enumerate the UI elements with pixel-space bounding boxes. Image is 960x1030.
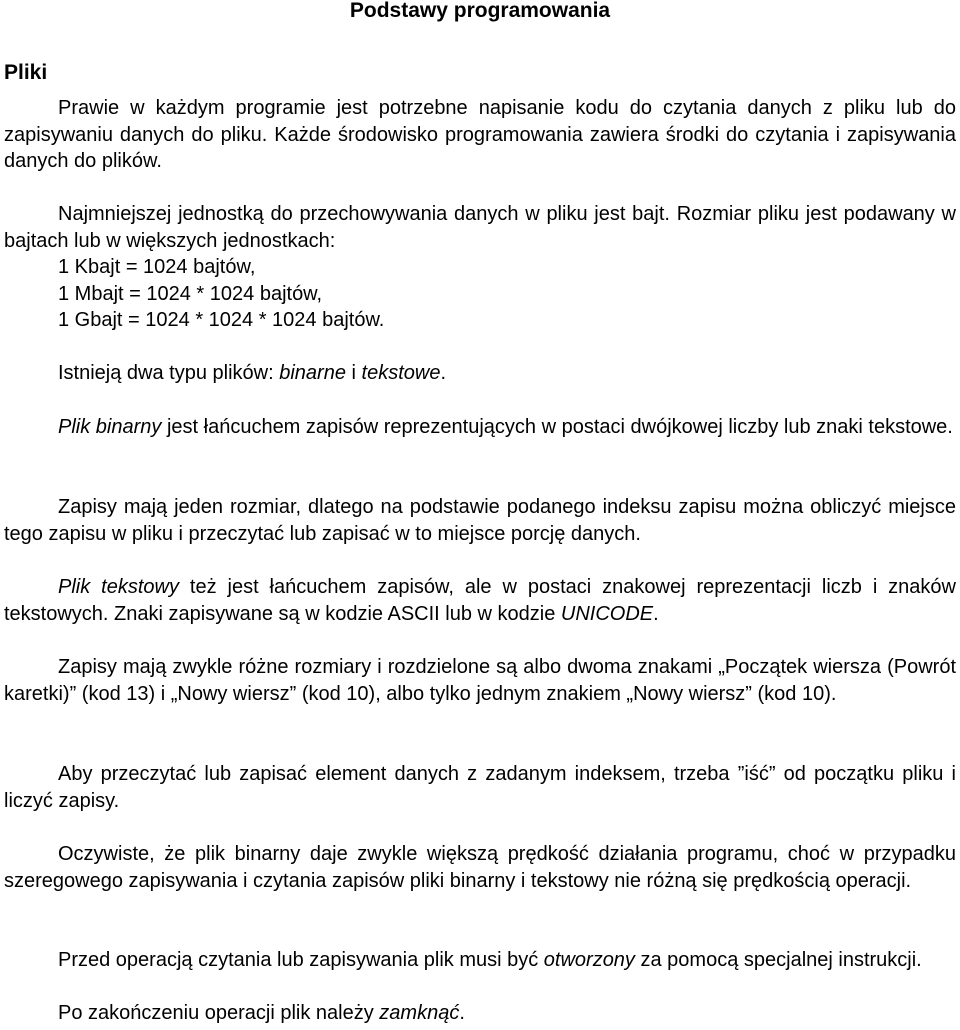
unit-mbajt [4,281,956,308]
page-title: Podstawy programowania [349,0,611,22]
period: . [440,362,447,384]
paragraph-binary-file [4,414,956,441]
unit-kbajt-text: 1 Kbajt = 1024 bajtów, [58,256,256,278]
unit-gbajt-text: 1 Gbajt = 1024 * 1024 * 1024 bajtów. [58,309,385,331]
open-file-text-end: za pomocą specjalnej instrukcji. [634,949,922,971]
paragraph-record-separators [4,654,956,707]
paragraph-close-file [4,1000,956,1027]
term-plik-binarny: Plik binarny [58,416,162,438]
conjunction: i [345,362,362,384]
file-types-text: Istnieją dwa typu plików: [58,362,280,384]
term-unicode: UNICODE [560,602,654,625]
term-tekstowe: tekstowe [361,362,441,384]
byte-units-intro: Najmniejszej jednostką do przechowywania danych w pliku jest bajt. Rozmiar pliku jest podawany w bajtach lub w większych jednostkach: [4,203,956,252]
term-binarne: binarne [279,362,346,384]
section-heading: Pliki [4,61,48,84]
paragraph-indexed-read [4,761,956,814]
term-otworzony: otworzony [543,949,635,971]
paragraph-byte-units [4,201,956,334]
paragraph-performance [4,841,956,894]
paragraph-intro [4,95,956,175]
paragraph-records [4,494,956,547]
binary-file-text: jest łańcuchem zapisów reprezentujących w postaci dwójkowej liczby lub znaki tekstowe. [161,416,953,438]
period: . [653,602,659,625]
record-separators-text: Zapisy mają zwykle różne rozmiary i rozdzielone są albo dwoma znakami „Początek wiersza (Powrót karetki)” (kod 13) i „Nowy wiersz” (kod 10), albo tylko jednym znakiem „Nowy wiersz” (kod 10). [4,656,956,705]
indexed-read-text: Aby przeczytać lub zapisać element danych z zadanym indeksem, trzeba ”iść” od początku pliku i liczyć zapisy. [4,763,956,812]
unit-kbajt [4,254,956,281]
period: . [459,1002,465,1024]
open-file-text: Przed operacją czytania lub zapisywania plik musi być [58,949,544,971]
text-file-text: też jest łańcuchem zapisów, ale w postaci znakowej reprezentacji liczb i znaków tekstowych. Znaki zapisywane są w kodzie ASCII lub w kodzie [4,576,956,625]
byte-units-text [4,201,956,254]
paragraph-intro-text: Prawie w każdym programie jest potrzebne napisanie kodu do czytania danych z pliku lub do zapisywaniu danych do pliku. Każde środowisko programowania zawiera środki do czytania i zapisywania danych do plików. [4,97,956,172]
unit-gbajt [4,307,956,334]
term-plik-tekstowy: Plik tekstowy [58,576,179,598]
unit-mbajt-text: 1 Mbajt = 1024 * 1024 bajtów, [58,282,323,305]
paragraph-file-types [4,360,956,387]
term-zamknac: zamknąć [379,1002,460,1024]
paragraph-open-file [4,947,956,974]
performance-text: Oczywiste, że plik binarny daje zwykle większą prędkość działania programu, choć w przypadku szeregowego zapisywania i czytania zapisów pliki binarny i tekstowy nie różną się prędkością operacji. [4,843,956,892]
close-file-text: Po zakończeniu operacji plik należy [58,1002,380,1024]
records-text: Zapisy mają jeden rozmiar, dlatego na podstawie podanego indeksu zapisu można obliczyć miejsce tego zapisu w pliku i przeczytać lub zapisać w to miejsce porcję danych. [4,496,956,545]
paragraph-text-file [4,574,956,627]
